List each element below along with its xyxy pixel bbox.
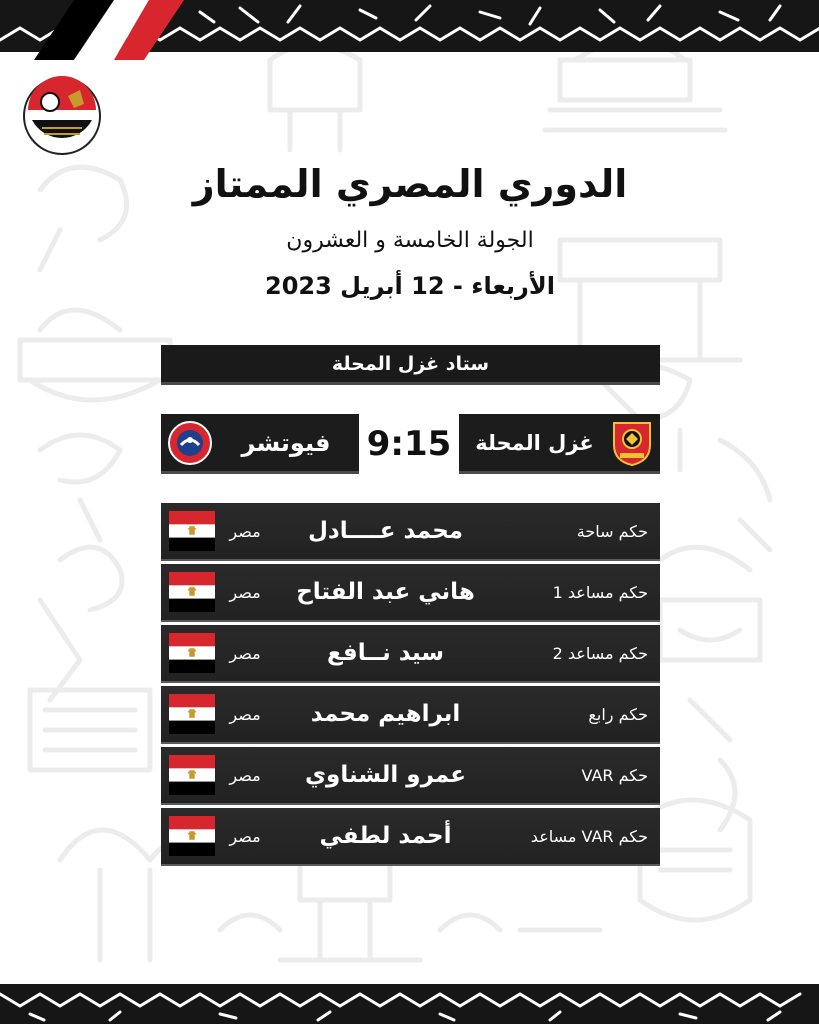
referee-role: حكم رابع (588, 704, 648, 724)
referee-row (161, 625, 660, 683)
away-team-panel (161, 414, 359, 474)
referee-row (161, 503, 660, 561)
stadium-banner (161, 345, 660, 385)
referee-row (161, 564, 660, 622)
referee-country: مصر (229, 826, 261, 846)
referee-name: محمد عــــادل (307, 518, 464, 544)
referee-name: هاني عبد الفتاح (296, 579, 475, 605)
round-subtitle: الجولة الخامسة و العشرون (286, 228, 534, 253)
referee-role: حكم ساحة (576, 521, 648, 541)
home-team-name: غزل المحلة (475, 430, 594, 455)
referee-name: أحمد لطفي (319, 823, 452, 849)
referee-row (161, 747, 660, 805)
referee-name: ابراهيم محمد (310, 701, 461, 727)
referee-country: مصر (229, 521, 261, 541)
match-date: الأربعاء - 12 أبريل 2023 (265, 272, 555, 300)
ghazl-el-mahalla-logo-icon (610, 419, 654, 467)
egypt-flag-icon (169, 572, 215, 612)
egypt-flag-icon (169, 633, 215, 673)
referee-role: حكم VAR مساعد (530, 826, 648, 846)
referees-list (161, 503, 660, 869)
referee-role: حكم مساعد 2 (552, 643, 648, 663)
referee-country: مصر (229, 765, 261, 785)
page-title: الدوري المصري الممتاز (192, 162, 628, 206)
home-team-panel (459, 414, 660, 474)
referee-role: حكم مساعد 1 (552, 582, 648, 602)
egypt-flag-icon (169, 511, 215, 551)
referee-row (161, 808, 660, 866)
egypt-flag-icon (169, 816, 215, 856)
referee-role: حكم VAR (581, 765, 648, 785)
stadium-name: ستاد غزل المحلة (331, 352, 490, 375)
referee-name: عمرو الشناوي (304, 762, 467, 788)
referee-country: مصر (229, 704, 261, 724)
future-fc-logo-icon (167, 420, 213, 466)
egypt-flag-icon (169, 755, 215, 795)
referee-row (161, 686, 660, 744)
match-fixture (161, 414, 660, 474)
kickoff-time: 9:15 (359, 414, 459, 474)
away-team-name: فيوتشر (241, 428, 331, 457)
egypt-flag-icon (169, 694, 215, 734)
referee-country: مصر (229, 643, 261, 663)
referee-country: مصر (229, 582, 261, 602)
referee-name: سيد نــافع (326, 640, 445, 666)
